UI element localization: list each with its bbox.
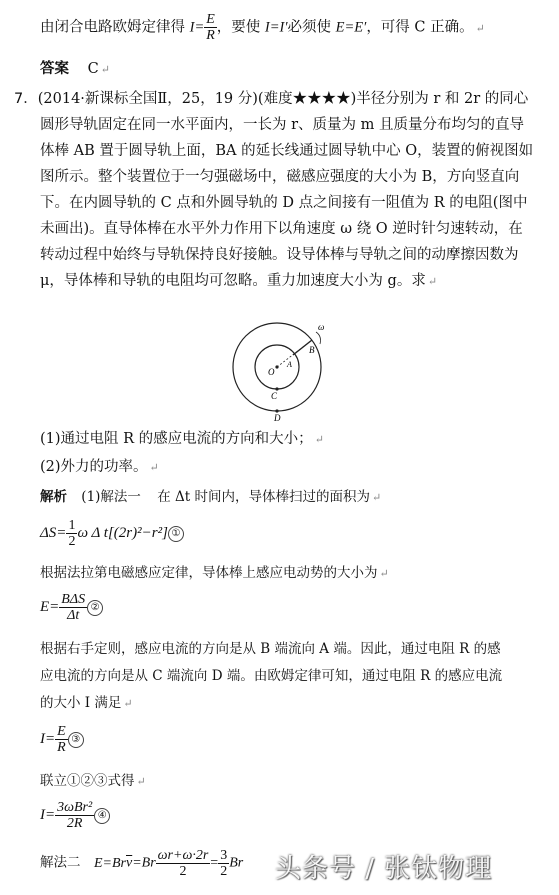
tag-2: ②	[87, 600, 103, 616]
question-line-6: 未画出)。直导体棒在水平外力作用下以角速度 ω 绕 O 逆时针匀速转动，在	[40, 221, 523, 237]
watermark: 头条号 / 张钛物理	[275, 854, 493, 884]
tag-4: ④	[94, 808, 110, 824]
intro-lhs: I=	[189, 19, 205, 36]
right-hand-line-3: 的大小 I 满足 ↵	[40, 695, 133, 711]
method-2-line: 解法二 $E=Br\overline{v}=Br$ $\frac{\omega r+\omega\cdot 2r}{2}$ = $\frac{3}{2}$ Br	[40, 848, 244, 879]
center-point	[275, 365, 278, 368]
label-a: A	[287, 360, 292, 369]
combine-line: 联立①②③式得 ↵	[40, 773, 146, 789]
intro-line: 由闭合电路欧姆定律得 I= $\frac{E}{R}$ ，要使 I=I′必须使 E=E′，可得 C 正确。 ↵	[40, 12, 485, 43]
equation-3: I= $\frac{E}{R}$ ③	[40, 724, 84, 755]
answer-line: 答案 C ↵	[40, 61, 110, 77]
sub-question-1: (1)通过电阻 R 的感应电流的方向和大小； ↵	[40, 431, 324, 447]
question-line-4: 图所示。整个装置位于一匀强磁场中，磁感应强度的大小为 B，方向竖直向	[40, 169, 520, 185]
tag-3: ③	[68, 732, 84, 748]
tag-1: ①	[168, 526, 184, 542]
equation-1: ΔS= $\frac{1}{2}$ ω Δ t[(2r)²−r²] ①	[40, 518, 184, 549]
question-line-3: 体棒 AB 置于圆导轨上面，BA 的延长线通过圆导轨中心 O，装置的俯视图如	[40, 143, 534, 159]
concentric-rails-figure	[230, 318, 330, 423]
faraday-line: 根据法拉第电磁感应定律，导体棒上感应电动势的大小为 ↵	[40, 565, 389, 581]
answer-value: C	[87, 61, 99, 77]
right-hand-line-1: 根据右手定则，感应电流的方向是从 B 端流向 A 端。因此，通过电阻 R 的感	[40, 641, 501, 657]
sub-question-2: (2)外力的功率。 ↵	[40, 459, 159, 475]
label-b: B	[309, 345, 315, 355]
rotation-arrow-icon	[316, 332, 321, 344]
label-o: O	[268, 367, 275, 377]
solution-intro: 解析 (1)解法一 在 Δt 时间内，导体棒扫过的面积为 ↵	[40, 489, 382, 505]
question-line-5: 下。在内圆导轨的 C 点和外圆导轨的 D 点之间接有一阻值为 R 的电阻(图中	[40, 195, 528, 211]
answer-label: 答案	[40, 61, 69, 77]
question-line-2: 圆形导轨固定在同一水平面内，一长为 r、质量为 m 且质量分布均匀的直导	[40, 117, 525, 133]
equation-2: E= $\frac{\text{BΔS}}{\Delta t}$ ②	[40, 592, 103, 623]
method-2-label: 解法二	[40, 854, 81, 871]
ohm-fraction: $\frac{E}{R}$	[206, 12, 215, 43]
question-number: 7．	[14, 91, 38, 107]
question-line-7: 转动过程中始终与导轨保持良好接触。设导体棒与导轨之间的动摩擦因数为	[40, 247, 519, 263]
right-hand-line-2: 应电流的方向是从 C 端流向 D 端。由欧姆定律可知，通过电阻 R 的感应电流	[40, 668, 503, 684]
solution-label: 解析	[40, 489, 67, 505]
question-line-8: μ，导体棒和导轨的电阻均可忽略。重力加速度大小为 g。求 ↵	[40, 273, 438, 289]
question-line-1: 7．(2014·新课标全国Ⅱ，25，19 分)(难度★★★★)半径分别为 r 和 2r 的同心	[14, 91, 529, 107]
label-d: D	[274, 413, 281, 423]
label-c: C	[271, 391, 278, 401]
intro-text-a: 由闭合电路欧姆定律得	[40, 19, 190, 36]
label-omega: ω	[318, 322, 325, 332]
equation-4: I= $\frac{\text{3ωBr²}}{2R}$ ④	[40, 800, 110, 831]
